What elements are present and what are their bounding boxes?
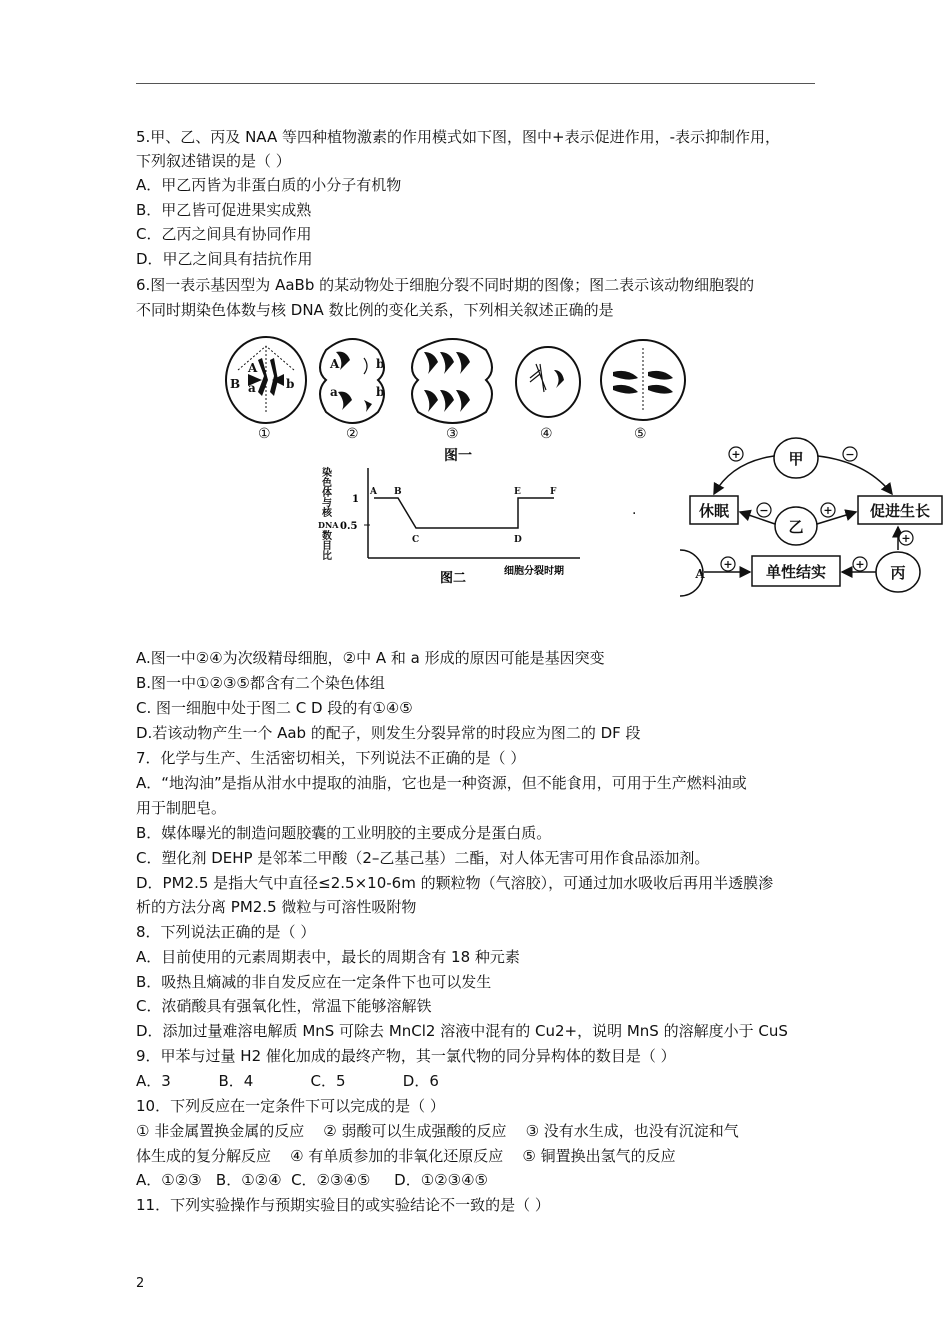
- q5-stem-line1: 5.甲、乙、丙及 NAA 等四种植物激素的作用模式如下图，图中+表示促进作用，-表示抑制作用，: [136, 128, 780, 146]
- cell-3-membrane: [412, 339, 492, 423]
- gene-label: B: [230, 377, 241, 391]
- cell-label-4: ④: [540, 426, 553, 442]
- node-bing-label: 丙: [890, 564, 906, 582]
- svg-text:染: 染: [322, 468, 332, 479]
- q5-stem-line2: 下列叙述错误的是（ ）: [136, 152, 291, 170]
- figure1-caption: 图一: [444, 448, 472, 464]
- sign-plus: +: [855, 558, 865, 571]
- gene-label: a: [248, 381, 256, 395]
- sign-plus: +: [731, 448, 741, 461]
- q7-option-a-line2: 用于制肥皂。: [136, 799, 227, 817]
- gene-label: A: [248, 361, 258, 375]
- figure2-ytick-05: 0.5: [340, 521, 358, 532]
- sign-plus: +: [823, 504, 833, 517]
- page-number: 2: [136, 1276, 145, 1291]
- figure2-point-label: F: [550, 487, 557, 497]
- q5-option-b: B．甲乙皆可促进果实成熟: [136, 201, 312, 219]
- svg-text:体: 体: [322, 488, 332, 499]
- figure2-point-label: D: [514, 535, 522, 545]
- q6-option-b: B.图一中①②③⑤都含有二个染色体组: [136, 674, 385, 692]
- q10-stem: 10．下列反应在一定条件下可以完成的是（ ）: [136, 1097, 445, 1115]
- node-growth-label: 促进生长: [869, 502, 931, 520]
- figure2-point-label: E: [514, 487, 521, 497]
- node-dormancy-label: 休眠: [698, 502, 730, 520]
- node-naa-fragment: A: [695, 567, 705, 581]
- q7-option-c: C．塑化剂 DEHP 是邻苯二甲酸（2–乙基己基）二酯，对人体无害可用作食品添加剂。: [136, 849, 710, 867]
- gene-label: a: [330, 385, 338, 399]
- stray-dot: .: [632, 502, 637, 518]
- q6-option-a: A.图一中②④为次级精母细胞，②中 A 和 a 形成的原因可能是基因突变: [136, 649, 605, 667]
- q5-option-d: D．甲乙之间具有拮抗作用: [136, 250, 313, 268]
- hormone-diagram: [672, 432, 950, 602]
- figure2-ytick-1: 1: [352, 494, 359, 505]
- gene-label: A: [330, 357, 340, 371]
- svg-text:比: 比: [322, 551, 332, 562]
- gene-label: b: [376, 357, 385, 371]
- figure2-series-line: [374, 498, 554, 528]
- gene-label: b: [376, 385, 385, 399]
- header-rule: [136, 83, 815, 84]
- svg-text:色: 色: [322, 478, 332, 489]
- figure2-point-label: B: [394, 487, 402, 497]
- q6-option-c: C. 图一细胞中处于图二 C D 段的有①④⑤: [136, 699, 413, 717]
- q5-option-c: C．乙丙之间具有协同作用: [136, 225, 312, 243]
- cell-4-membrane: [516, 347, 580, 417]
- figure2-caption: 图二: [440, 571, 467, 586]
- cell-label-5: ⑤: [634, 426, 647, 442]
- q8-stem: 8．下列说法正确的是（ ）: [136, 923, 316, 941]
- svg-text:核: 核: [322, 508, 332, 519]
- q8-option-d: D．添加过量难溶电解质 MnS 可除去 MnCl2 溶液中混有的 Cu2+，说明 MnS 的溶解度小于 CuS: [136, 1022, 788, 1040]
- q7-option-d-line1: D．PM2.5 是指大气中直径≤2.5×10-6m 的颗粒物（气溶胶），可通过加水吸收后再用半透膜渗: [136, 874, 774, 892]
- cell-label-3: ③: [446, 426, 459, 442]
- node-jia-label: 甲: [788, 450, 804, 468]
- cell-label-1: ①: [258, 426, 271, 442]
- cell-label-2: ②: [346, 426, 359, 442]
- sign-minus: −: [845, 448, 855, 461]
- svg-text:与: 与: [322, 498, 332, 509]
- svg-text:DNA: DNA: [318, 520, 339, 530]
- svg-text:目: 目: [322, 541, 332, 552]
- cell-2-membrane: [320, 339, 384, 423]
- q7-option-d-line2: 析的方法分离 PM2.5 微粒与可溶性吸附物: [136, 898, 417, 916]
- figure2-point-label: C: [412, 535, 420, 545]
- q11-stem: 11．下列实验操作与预期实验目的或实验结论不一致的是（ ）: [136, 1196, 550, 1214]
- sign-plus: +: [901, 532, 911, 545]
- q7-option-a-line1: A．“地沟油”是指从泔水中提取的油脂，它也是一种资源，但不能食用，可用于生产燃料油或: [136, 774, 747, 792]
- q7-stem: 7．化学与生产、生活密切相关，下列说法不正确的是（ ）: [136, 749, 526, 767]
- q10-options: A．①②③ B．①②④ C．②③④⑤ D．①②③④⑤: [136, 1171, 488, 1189]
- q10-items-line1: ① 非金属置换金属的反应 ② 弱酸可以生成强酸的反应 ③ 没有水生成，也没有沉淀和气: [136, 1122, 739, 1140]
- sign-plus: +: [723, 558, 733, 571]
- q6-option-d: D.若该动物产生一个 Aab 的配子，则发生分裂异常的时段应为图二的 DF 段: [136, 724, 641, 742]
- sign-minus: −: [759, 504, 769, 517]
- svg-text:数: 数: [322, 531, 332, 542]
- q8-option-b: B．吸热且熵减的非自发反应在一定条件下也可以发生: [136, 973, 492, 991]
- figure2-point-label: A: [370, 487, 377, 497]
- q8-option-a: A．目前使用的元素周期表中，最长的周期含有 18 种元素: [136, 948, 520, 966]
- figure2-xlabel: 细胞分裂时期: [504, 566, 564, 577]
- figure2-chart: [318, 466, 588, 586]
- gene-label: b: [286, 377, 295, 391]
- node-yi-label: 乙: [788, 518, 804, 536]
- q6-stem-line2: 不同时期染色体数与核 DNA 数比例的变化关系，下列相关叙述正确的是: [136, 301, 614, 319]
- q9-options: A．3 B．4 C．5 D．6: [136, 1072, 439, 1090]
- q9-stem: 9．甲苯与过量 H2 催化加成的最终产物，其一氯代物的同分异构体的数目是（ ）: [136, 1047, 676, 1065]
- q7-option-b: B．媒体曝光的制造问题胶囊的工业明胶的主要成分是蛋白质。: [136, 824, 552, 842]
- q10-items-line2: 体生成的复分解反应 ④ 有单质参加的非氧化还原反应 ⑤ 铜置换出氢气的反应: [136, 1147, 676, 1165]
- q5-option-a: A．甲乙丙皆为非蛋白质的小分子有机物: [136, 176, 402, 194]
- q6-stem-line1: 6.图一表示基因型为 AaBb 的某动物处于细胞分裂不同时期的图像；图二表示该动物细胞裂的: [136, 276, 755, 294]
- node-parthenocarpy-label: 单性结实: [765, 563, 827, 581]
- figure2-ylabel: [318, 466, 339, 562]
- figure1-cell-images: [218, 330, 698, 465]
- q8-option-c: C．浓硝酸具有强氧化性，常温下能够溶解铁: [136, 997, 432, 1015]
